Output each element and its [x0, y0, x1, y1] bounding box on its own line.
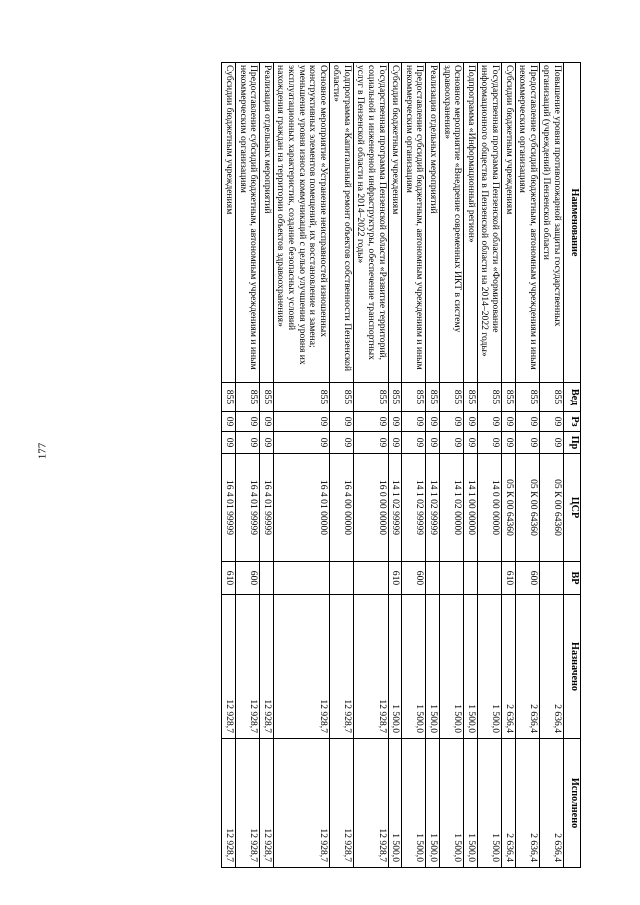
table-row [273, 63, 329, 868]
cell-naznacheno: 1 500,0 [464, 595, 478, 739]
cell-pr: 09 [426, 432, 440, 454]
cell-ved: 855 [329, 383, 353, 412]
cell-ispolneno: 12 928,7 [235, 739, 259, 868]
cell-pr: 09 [539, 432, 563, 454]
cell-rz: 09 [222, 412, 236, 432]
header-name: Наименование [564, 63, 581, 383]
cell-csr: 05 К 00 64360 [502, 454, 516, 562]
table-row [464, 63, 478, 868]
cell-csr: 14 0 00 00000 [477, 454, 501, 562]
cell-vr: 610 [388, 562, 402, 595]
cell-csr: 14 1 02 99999 [426, 454, 440, 562]
cell-rz: 09 [515, 412, 539, 432]
cell-pr: 09 [515, 432, 539, 454]
cell-rz: 09 [235, 412, 259, 432]
cell-naznacheno: 12 928,7 [329, 595, 353, 739]
cell-naznacheno: 1 500,0 [477, 595, 501, 739]
cell-rz: 09 [477, 412, 501, 432]
cell-ved: 855 [260, 383, 274, 412]
cell-vr [426, 562, 440, 595]
table-row [539, 63, 563, 868]
cell-csr: 14 1 02 00000 [440, 454, 464, 562]
cell-ispolneno: 2 636,4 [502, 739, 516, 868]
cell-csr: 14 1 02 99999 [388, 454, 402, 562]
header-vr: ВР [564, 562, 581, 595]
cell-name: Повышение уровня противопожарной защиты государственных организаций (учреждений) Пензенской области [539, 63, 563, 383]
cell-name: Основное мероприятие «Внедрение современных ИКТ в систему здравоохранения» [440, 63, 464, 383]
cell-csr: 16 4 01 99999 [222, 454, 236, 562]
cell-csr: 16 4 01 99999 [260, 454, 274, 562]
cell-pr: 09 [402, 432, 426, 454]
cell-name: Предоставление субсидий бюджетным, автономным учреждениям и иным некоммерческим организациям [235, 63, 259, 383]
cell-name: Субсидии бюджетным учреждениям [222, 63, 236, 383]
header-rz: Рз [564, 412, 581, 432]
cell-ispolneno: 1 500,0 [464, 739, 478, 868]
cell-vr: 600 [515, 562, 539, 595]
cell-vr [353, 562, 388, 595]
table-body [222, 63, 564, 868]
cell-pr: 09 [388, 432, 402, 454]
cell-rz: 09 [273, 412, 329, 432]
cell-csr: 16 0 00 00000 [353, 454, 388, 562]
cell-pr: 09 [477, 432, 501, 454]
cell-ispolneno: 12 928,7 [273, 739, 329, 868]
cell-rz: 09 [539, 412, 563, 432]
cell-vr [329, 562, 353, 595]
cell-ispolneno: 1 500,0 [440, 739, 464, 868]
cell-ispolneno: 1 500,0 [477, 739, 501, 868]
cell-csr: 05 К 00 64360 [515, 454, 539, 562]
cell-rz: 09 [329, 412, 353, 432]
cell-ispolneno: 2 636,4 [539, 739, 563, 868]
cell-vr [464, 562, 478, 595]
cell-ispolneno: 1 500,0 [388, 739, 402, 868]
cell-ved: 855 [402, 383, 426, 412]
cell-pr: 09 [235, 432, 259, 454]
cell-name: Субсидии бюджетным учреждениям [388, 63, 402, 383]
cell-naznacheno: 1 500,0 [388, 595, 402, 739]
header-ved: Вед [564, 383, 581, 412]
cell-ispolneno: 12 928,7 [260, 739, 274, 868]
cell-naznacheno: 12 928,7 [260, 595, 274, 739]
rotated-table-wrapper [69, 62, 581, 867]
cell-name: Реализация отдельных мероприятий [426, 63, 440, 383]
cell-vr [273, 562, 329, 595]
cell-vr: 610 [222, 562, 236, 595]
cell-vr: 600 [402, 562, 426, 595]
table-row [440, 63, 464, 868]
cell-pr: 09 [464, 432, 478, 454]
cell-name: Предоставление субсидий бюджетным, автономным учреждениям и иным некоммерческим организациям [402, 63, 426, 383]
table-row [260, 63, 274, 868]
cell-vr [539, 562, 563, 595]
cell-ispolneno: 12 928,7 [222, 739, 236, 868]
table-row [515, 63, 539, 868]
cell-naznacheno: 1 500,0 [426, 595, 440, 739]
cell-naznacheno: 1 500,0 [440, 595, 464, 739]
cell-name: Предоставление субсидий бюджетным, автономным учреждениям и иным некоммерческим организациям [515, 63, 539, 383]
cell-rz: 09 [426, 412, 440, 432]
cell-ved: 855 [388, 383, 402, 412]
cell-name: Государственная программа Пензенской области «Формирование информационного общества в Пензенской области на 2014–2022 годы» [477, 63, 501, 383]
header-pr: Пр [564, 432, 581, 454]
cell-naznacheno: 12 928,7 [235, 595, 259, 739]
cell-name: Подпрограмма «Информационный регион» [464, 63, 478, 383]
cell-ved: 855 [235, 383, 259, 412]
cell-ved: 855 [502, 383, 516, 412]
table-header-row [564, 63, 581, 868]
cell-rz: 09 [464, 412, 478, 432]
cell-csr: 05 К 00 64360 [539, 454, 563, 562]
cell-rz: 09 [402, 412, 426, 432]
cell-ved: 855 [515, 383, 539, 412]
table-row [426, 63, 440, 868]
cell-csr: 14 1 00 00000 [464, 454, 478, 562]
table-row [388, 63, 402, 868]
cell-vr [440, 562, 464, 595]
cell-rz: 09 [388, 412, 402, 432]
cell-pr: 09 [273, 432, 329, 454]
cell-ved: 855 [539, 383, 563, 412]
cell-ispolneno: 12 928,7 [329, 739, 353, 868]
cell-name: Реализация отдельных мероприятий [260, 63, 274, 383]
cell-ved: 855 [440, 383, 464, 412]
header-csr: ЦСР [564, 454, 581, 562]
cell-ved: 855 [222, 383, 236, 412]
table-row [477, 63, 501, 868]
cell-rz: 09 [353, 412, 388, 432]
cell-name: Основное мероприятие «Устранение неисправностей изношенных конструктивных элементов помещений, их восстановление и замена; уменьшение уровня износа коммуникаций с целью улучшения уровня их эксплуатационных характеристик, создание безопасных условий нахождения граждан на территории объектов здравоохранения» [273, 63, 329, 383]
cell-name: Подпрограмма «Капитальный ремонт объектов собственности Пензенской области» [329, 63, 353, 383]
table-row [402, 63, 426, 868]
cell-ispolneno: 12 928,7 [353, 739, 388, 868]
table-row [222, 63, 236, 868]
cell-name: Государственная программа Пензенской области «Развитие территорий, социальной и инженерной инфраструктуры, обеспечение транспортных услуг в Пензенской области на 2014–2022 годы» [353, 63, 388, 383]
cell-naznacheno: 12 928,7 [222, 595, 236, 739]
cell-ved: 855 [353, 383, 388, 412]
cell-vr [260, 562, 274, 595]
cell-ispolneno: 1 500,0 [426, 739, 440, 868]
cell-ispolneno: 2 636,4 [515, 739, 539, 868]
cell-csr: 16 4 00 00000 [329, 454, 353, 562]
cell-vr [477, 562, 501, 595]
cell-csr: 16 4 01 99999 [235, 454, 259, 562]
header-naznacheno: Назначено [564, 595, 581, 739]
cell-pr: 09 [260, 432, 274, 454]
cell-vr: 600 [235, 562, 259, 595]
cell-ved: 855 [273, 383, 329, 412]
cell-pr: 09 [502, 432, 516, 454]
cell-csr: 16 4 01 00000 [273, 454, 329, 562]
cell-rz: 09 [502, 412, 516, 432]
cell-naznacheno: 2 636,4 [539, 595, 563, 739]
cell-pr: 09 [440, 432, 464, 454]
cell-pr: 09 [222, 432, 236, 454]
cell-pr: 09 [353, 432, 388, 454]
table-row [329, 63, 353, 868]
cell-ved: 855 [464, 383, 478, 412]
cell-ved: 855 [426, 383, 440, 412]
cell-csr: 14 1 02 99999 [402, 454, 426, 562]
table-row [353, 63, 388, 868]
cell-naznacheno: 2 636,4 [515, 595, 539, 739]
cell-rz: 09 [440, 412, 464, 432]
cell-ispolneno: 1 500,0 [402, 739, 426, 868]
cell-name: Субсидии бюджетным учреждениям [502, 63, 516, 383]
cell-naznacheno: 12 928,7 [353, 595, 388, 739]
table-row [235, 63, 259, 868]
cell-rz: 09 [260, 412, 274, 432]
cell-pr: 09 [329, 432, 353, 454]
page-number: 177 [36, 442, 49, 460]
table-row [502, 63, 516, 868]
cell-vr: 610 [502, 562, 516, 595]
budget-table [221, 62, 581, 868]
cell-naznacheno: 12 928,7 [273, 595, 329, 739]
cell-naznacheno: 1 500,0 [402, 595, 426, 739]
header-ispolneno: Исполнено [564, 739, 581, 868]
cell-naznacheno: 2 636,4 [502, 595, 516, 739]
cell-ved: 855 [477, 383, 501, 412]
